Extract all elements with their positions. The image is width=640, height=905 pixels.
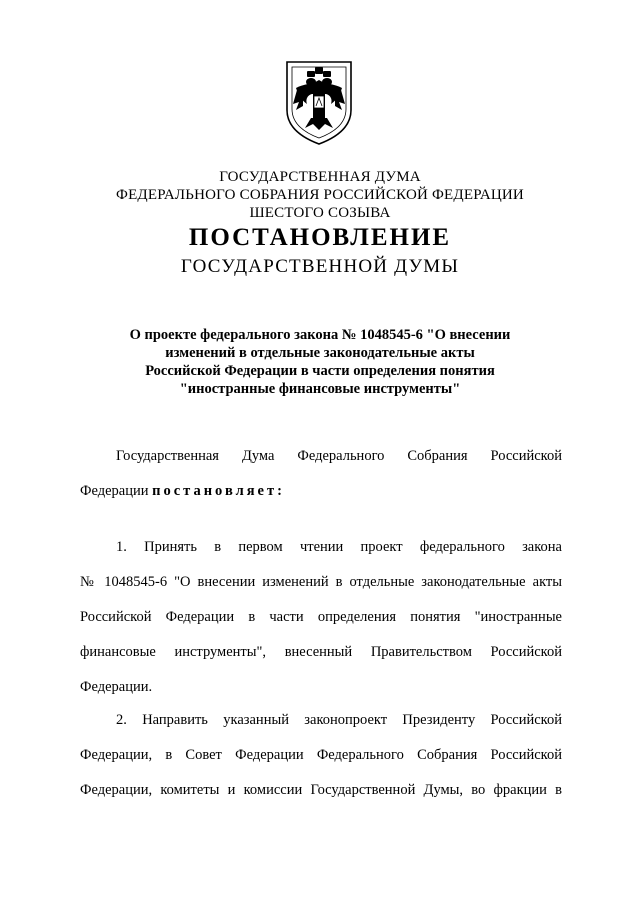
document-subtitle: ГОСУДАРСТВЕННОЙ ДУМЫ — [180, 256, 460, 277]
preamble-paragraph — [80, 447, 562, 500]
preamble-line-1: Государственная Дума Федерального Собрания Российской — [116, 448, 562, 464]
item-1-line-3: Российской Федерации в части определения понятия "иностранные — [80, 609, 562, 625]
subject-line-4: "иностранные финансовые инструменты" — [179, 381, 461, 397]
issuer-line-1: ГОСУДАРСТВЕННАЯ ДУМА — [219, 169, 421, 185]
subject-line-2: изменений в отдельные законодательные акты — [165, 345, 475, 361]
item-1-paragraph — [80, 538, 562, 696]
document-title: ПОСТАНОВЛЕНИЕ — [188, 224, 452, 251]
item-1-line-2: № 1048545-6 "О внесении изменений в отдельные законодательные акты — [80, 574, 562, 590]
item-2-line-1: 2. Направить указанный законопроект Президенту Российской — [116, 712, 562, 728]
item-2-line-2: Федерации, в Совет Федерации Федерального Собрания Российской — [80, 747, 562, 763]
issuer-line-2: ФЕДЕРАЛЬНОГО СОБРАНИЯ РОССИЙСКОЙ ФЕДЕРАЦИИ — [116, 187, 524, 203]
item-2-line-3: Федерации, комитеты и комиссии Государственной Думы, во фракции в — [80, 782, 562, 798]
item-1-line-4: финансовые инструменты", внесенный Правительством Российской — [80, 644, 562, 660]
preamble-prefix: Федерации — [80, 483, 153, 499]
item-1-line-5: Федерации. — [80, 679, 153, 695]
preamble-verb: постановляет: — [152, 483, 285, 499]
item-2-paragraph — [80, 711, 562, 799]
subject-line-1: О проекте федерального закона № 1048545-6 "О внесении — [129, 327, 511, 343]
issuer-header — [0, 168, 640, 222]
document-subject — [100, 326, 540, 398]
coat-of-arms-emblem — [283, 58, 355, 146]
subject-line-3: Российской Федерации в части определения понятия — [145, 363, 495, 379]
preamble-line-2 — [80, 482, 562, 500]
item-1-line-1: 1. Принять в первом чтении проект федерального закона — [116, 539, 562, 555]
issuer-line-3: ШЕСТОГО СОЗЫВА — [249, 205, 391, 221]
